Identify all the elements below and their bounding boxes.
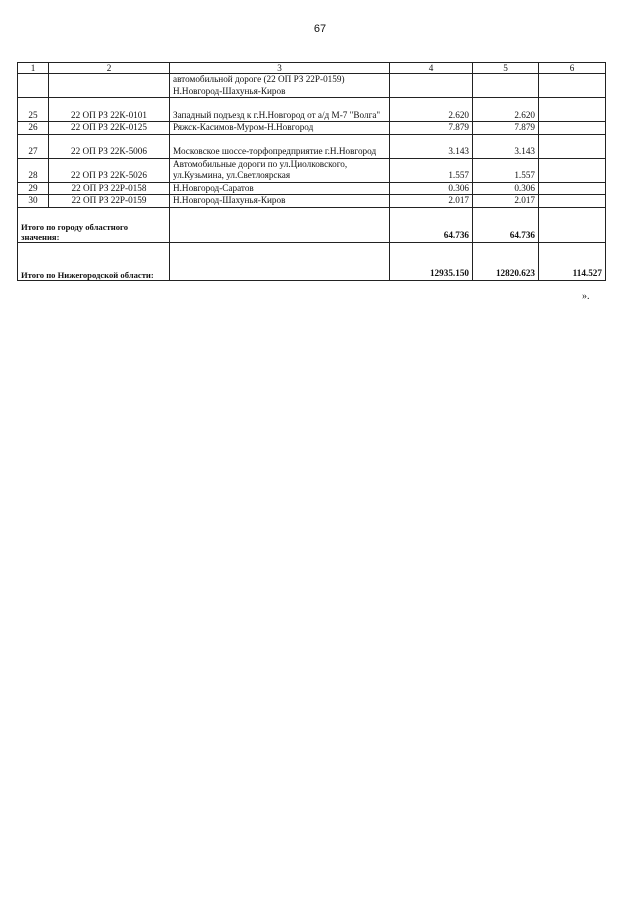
- row-number-cell: 28: [18, 158, 49, 182]
- value-cell: 3.143: [473, 134, 539, 158]
- value-cell: [539, 122, 606, 135]
- table-row: [18, 122, 606, 135]
- value-cell: 3.143: [390, 134, 473, 158]
- road-name-cell: Автомобильные дороги по ул.Циолковского, ул.Кузьмина, ул.Светлоярская: [170, 158, 390, 182]
- road-name-cell: автомобильной дороге (22 ОП РЗ 22Р-0159) Н.Новгород-Шахунья-Киров: [170, 74, 390, 98]
- column-number: 4: [390, 63, 473, 74]
- value-cell: 0.306: [473, 182, 539, 195]
- grand-total-value: 12935.150: [390, 242, 473, 280]
- table-row: [18, 98, 606, 122]
- value-cell: [539, 182, 606, 195]
- row-number-cell: 25: [18, 98, 49, 122]
- road-name-cell: Московское шоссе-торфопредприятие г.Н.Новгород: [170, 134, 390, 158]
- grand-total-row: [18, 242, 606, 280]
- value-cell: 0.306: [390, 182, 473, 195]
- table-row: [18, 195, 606, 208]
- value-cell: 2.620: [473, 98, 539, 122]
- total-row: [18, 207, 606, 242]
- continued-row: [18, 74, 606, 98]
- road-name-cell: Ряжск-Касимов-Муром-Н.Новгород: [170, 122, 390, 135]
- row-number-cell: [18, 74, 49, 98]
- road-name-cell: Н.Новгород-Саратов: [170, 182, 390, 195]
- value-cell: [539, 158, 606, 182]
- road-code-cell: 22 ОП РЗ 22К-0125: [49, 122, 170, 135]
- roads-table: [17, 62, 606, 281]
- value-cell: [539, 134, 606, 158]
- value-cell: 2.017: [390, 195, 473, 208]
- road-code-cell: 22 ОП РЗ 22Р-0159: [49, 195, 170, 208]
- value-cell: [539, 195, 606, 208]
- table-row: [18, 182, 606, 195]
- total-label: Итого по городу областного значения:: [18, 207, 170, 242]
- row-number-cell: 29: [18, 182, 49, 195]
- value-cell: [539, 74, 606, 98]
- row-number-cell: 26: [18, 122, 49, 135]
- road-code-cell: 22 ОП РЗ 22К-5026: [49, 158, 170, 182]
- closing-quote-mark: ».: [582, 291, 590, 302]
- road-code-cell: 22 ОП РЗ 22Р-0158: [49, 182, 170, 195]
- value-cell: 2.620: [390, 98, 473, 122]
- road-name-cell: Н.Новгород-Шахунья-Киров: [170, 195, 390, 208]
- value-cell: 7.879: [390, 122, 473, 135]
- value-cell: [390, 74, 473, 98]
- total-value: [539, 207, 606, 242]
- column-number-row: [18, 63, 606, 74]
- column-number: 3: [170, 63, 390, 74]
- table-row: [18, 158, 606, 182]
- road-code-cell: [49, 74, 170, 98]
- grand-total-label: Итого по Нижегородской области:: [18, 242, 170, 280]
- road-name-cell: Западный подъезд к г.Н.Новгород от а/д М-7 "Волга": [170, 98, 390, 122]
- road-code-cell: 22 ОП РЗ 22К-5006: [49, 134, 170, 158]
- road-name-cell: [170, 242, 390, 280]
- row-number-cell: 30: [18, 195, 49, 208]
- value-cell: 1.557: [390, 158, 473, 182]
- grand-total-value: 12820.623: [473, 242, 539, 280]
- value-cell: 1.557: [473, 158, 539, 182]
- table-row: [18, 134, 606, 158]
- column-number: 5: [473, 63, 539, 74]
- value-cell: 7.879: [473, 122, 539, 135]
- column-number: 6: [539, 63, 606, 74]
- page-number: 67: [313, 23, 327, 35]
- value-cell: 2.017: [473, 195, 539, 208]
- value-cell: [473, 74, 539, 98]
- value-cell: [539, 98, 606, 122]
- total-value: 64.736: [473, 207, 539, 242]
- column-number: 1: [18, 63, 49, 74]
- grand-total-value: 114.527: [539, 242, 606, 280]
- column-number: 2: [49, 63, 170, 74]
- total-value: 64.736: [390, 207, 473, 242]
- road-name-cell: [170, 207, 390, 242]
- row-number-cell: 27: [18, 134, 49, 158]
- road-code-cell: 22 ОП РЗ 22К-0101: [49, 98, 170, 122]
